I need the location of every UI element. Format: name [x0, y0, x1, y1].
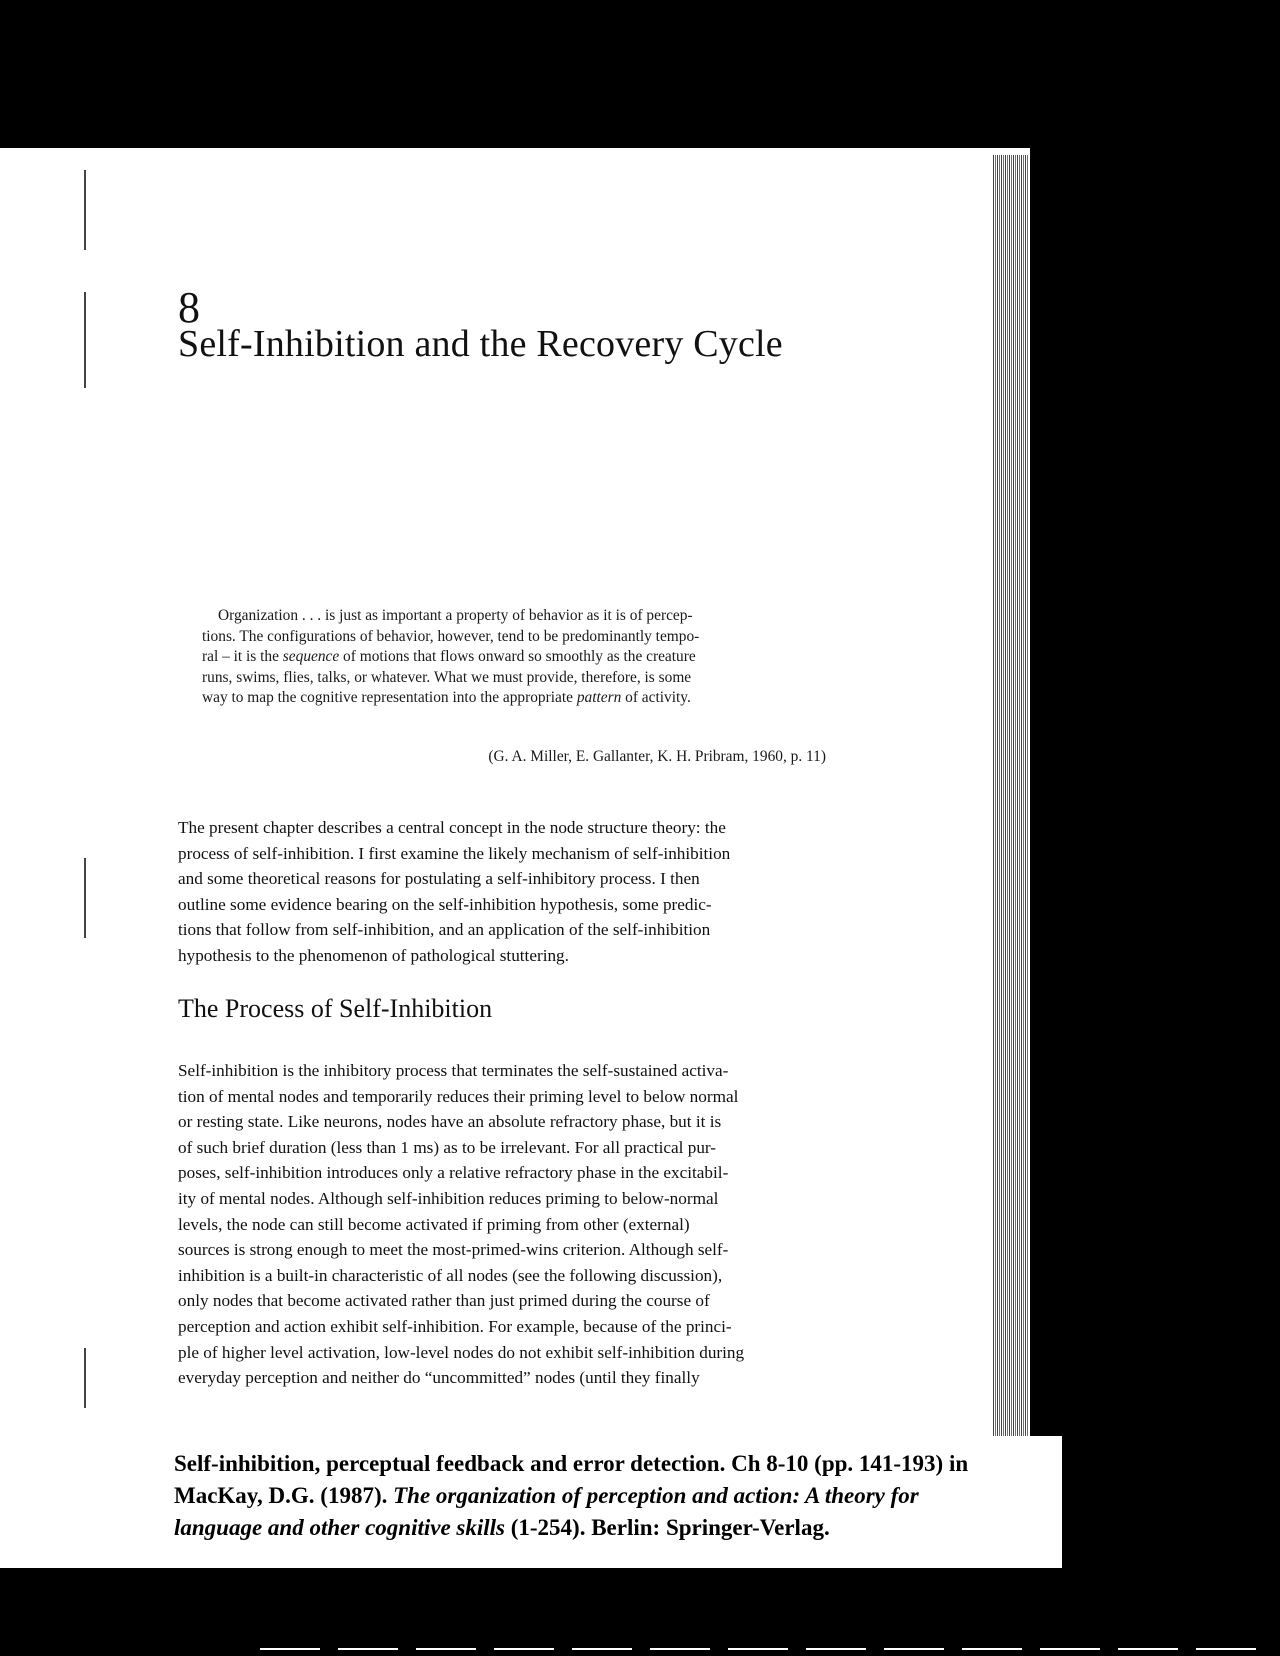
text-line: or resting state. Like neurons, nodes have an absolute refractory phase, but it is: [178, 1112, 722, 1132]
book-binding-edge: [992, 155, 1028, 1445]
text-line: perception and action exhibit self-inhibition. For example, because of the princi-: [178, 1316, 732, 1336]
epigraph: [202, 606, 824, 709]
citation-line: language and other cognitive skills (1-254). Berlin: Springer-Verlag.: [174, 1515, 830, 1540]
intro-paragraph: [178, 815, 850, 969]
text-line: outline some evidence bearing on the self-inhibition hypothesis, some predic-: [178, 894, 712, 914]
text-line: The present chapter describes a central concept in the node structure theory: the: [178, 818, 726, 837]
text-line: process of self-inhibition. I first examine the likely mechanism of self-inhibition: [178, 843, 731, 863]
epigraph-line: ral – it is the sequence of motions that flows onward so smoothly as the creature: [202, 648, 696, 666]
epigraph-emphasis: pattern: [576, 689, 622, 707]
text-line: ity of mental nodes. Although self-inhibition reduces priming to below-normal: [178, 1188, 719, 1208]
text-line: tion of mental nodes and temporarily reduces their priming level to below normal: [178, 1086, 739, 1106]
bottom-edge-marks: [260, 1648, 1260, 1650]
book-title-cont: language and other cognitive skills: [174, 1515, 505, 1540]
text-line: levels, the node can still become activated if priming from other (external): [178, 1214, 690, 1234]
text-line: tions that follow from self-inhibition, and an application of the self-inhibition: [178, 920, 711, 940]
epigraph-emphasis: sequence: [282, 648, 340, 666]
text-line: sources is strong enough to meet the most-primed-wins criterion. Although self-: [178, 1240, 729, 1260]
epigraph-citation: (G. A. Miller, E. Gallanter, K. H. Pribram, 1960, p. 11): [488, 748, 826, 765]
section-paragraph: [178, 1058, 850, 1391]
citation-line: Self-inhibition, perceptual feedback and error detection. Ch 8-10 (pp. 141-193) in: [174, 1451, 969, 1476]
text-line: and some theoretical reasons for postulating a self-inhibitory process. I then: [178, 869, 700, 889]
chapter-title: Self-Inhibition and the Recovery Cycle: [178, 323, 783, 365]
text-line: hypothesis to the phenomenon of pathological stuttering.: [178, 945, 569, 965]
text-line: inhibition is a built-in characteristic of all nodes (see the following discussion),: [178, 1265, 723, 1285]
text-line: ple of higher level activation, low-level nodes do not exhibit self-inhibition during: [178, 1342, 745, 1362]
margin-mark: [84, 858, 86, 938]
text-line: Self-inhibition is the inhibitory process that terminates the self-sustained activa-: [178, 1061, 729, 1080]
epigraph-line: Organization . . . is just as important a property of behavior as it is of percep-: [218, 607, 693, 624]
margin-mark: [84, 1348, 86, 1408]
citation-line: MacKay, D.G. (1987). The organization of perception and action: A theory for: [174, 1483, 919, 1508]
margin-mark: [84, 170, 86, 250]
margin-mark: [84, 292, 86, 388]
book-title: The organization of perception and action: A theory for: [393, 1483, 919, 1508]
text-line: only nodes that become activated rather than just primed during the course of: [178, 1291, 710, 1311]
text-line: everyday perception and neither do “uncommitted” nodes (until they finally: [178, 1368, 700, 1388]
text-line: of such brief duration (less than 1 ms) as to be irrelevant. For all practical pur-: [178, 1137, 717, 1157]
epigraph-line: runs, swims, flies, talks, or whatever. What we must provide, therefore, is some: [202, 668, 692, 686]
epigraph-line: way to map the cognitive representation into the appropriate pattern of activity.: [202, 689, 691, 707]
section-heading: The Process of Self-Inhibition: [178, 994, 493, 1023]
citation-label: [174, 1448, 1074, 1544]
chapter-number: 8: [178, 283, 200, 332]
epigraph-line: tions. The configurations of behavior, however, tend to be predominantly tempo-: [202, 627, 700, 645]
text-line: poses, self-inhibition introduces only a relative refractory phase in the excitabil-: [178, 1163, 729, 1183]
